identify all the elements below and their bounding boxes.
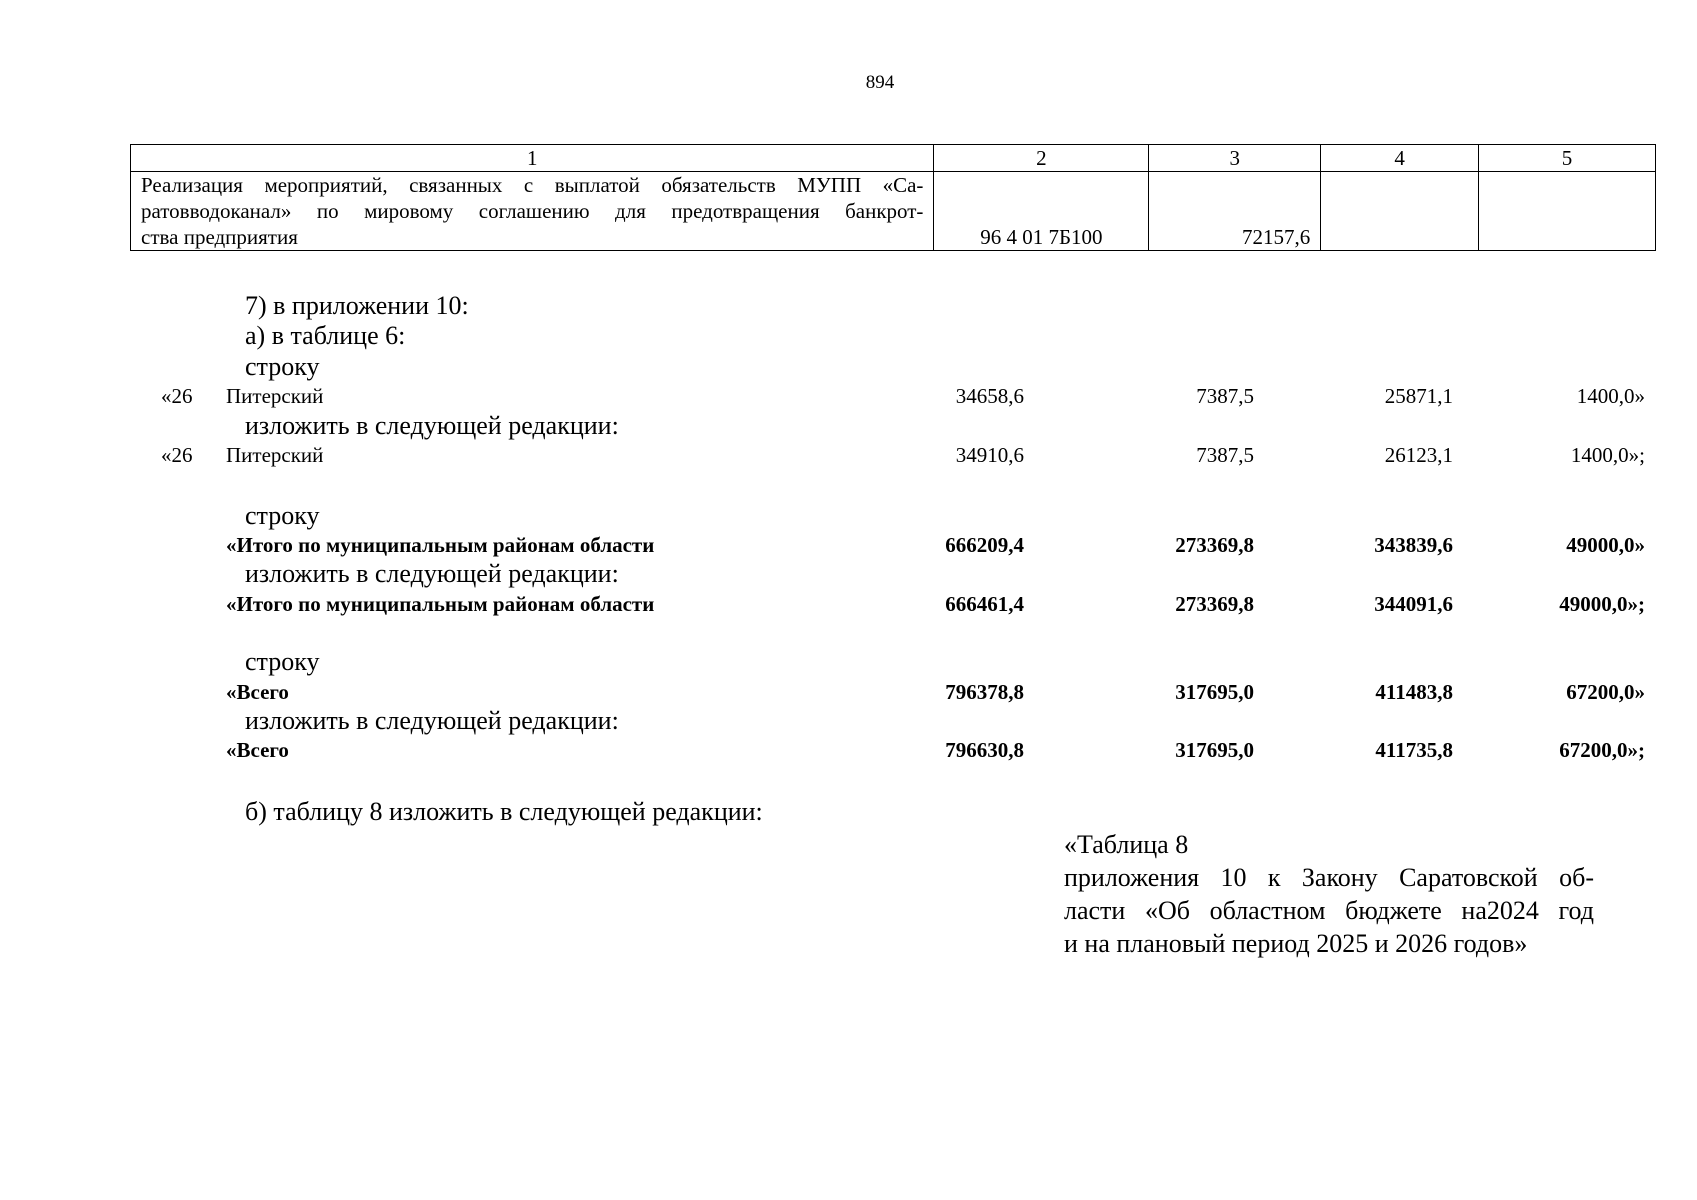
table-8-ref-line: и на плановый период 2025 и 2026 годов» [1064,929,1528,958]
piter-new-row [0,443,1697,471]
table-header-row [131,145,1656,172]
row-value-2: 7387,5 [1196,443,1254,467]
vsego-old-row [0,680,1697,708]
itogo-old-row [0,533,1697,561]
row-value-2: 273369,8 [1175,533,1254,557]
row-value-3: 26123,1 [1384,443,1453,467]
row-value-2: 7387,5 [1196,384,1254,408]
section-7-heading: 7) в приложении 10: [245,291,469,320]
row-value-1: 34658,6 [955,384,1024,408]
row-col4 [1321,172,1479,251]
row-value-1: 34910,6 [955,443,1024,467]
vsego-new-row [0,738,1697,766]
row-name: Питерский [226,443,324,467]
row-value-1: 666209,4 [945,533,1024,557]
sub-a-heading: а) в таблице 6: [245,321,406,350]
itogo-new-row [0,592,1697,620]
row-value-3: 25871,1 [1384,384,1453,408]
row-word: строку [245,647,320,676]
row-word: строку [245,352,320,381]
header-col-2: 2 [934,145,1149,172]
table-8-ref-line: ласти «Об областном бюджете на2024 год [1064,896,1594,925]
row-name: «Всего [226,680,289,704]
description-line: ства предприятия [141,225,298,249]
row-value-4: 67200,0» [1566,680,1645,704]
replace-text: изложить в следующей редакции: [245,559,619,588]
header-col-1: 1 [131,145,934,172]
sub-b-heading: б) таблицу 8 изложить в следующей редакции: [245,797,763,826]
table-8-reference [1064,828,1594,960]
row-col5 [1479,172,1656,251]
row-value-1: 796378,8 [945,680,1024,704]
header-col-4: 4 [1321,145,1479,172]
row-code: 96 4 01 7Б100 [934,172,1149,251]
row-value-4: 49000,0» [1566,533,1645,557]
row-value-4: 67200,0»; [1559,738,1645,762]
row-value-2: 317695,0 [1175,738,1254,762]
row-value-3: 411483,8 [1375,680,1453,704]
row-word: строку [245,501,320,530]
row-value-2: 317695,0 [1175,680,1254,704]
row-value-3: 343839,6 [1374,533,1453,557]
row-value-3: 344091,6 [1374,592,1453,616]
table-8-ref-line: приложения 10 к Закону Саратовской об- [1064,863,1594,892]
piter-old-row [0,384,1697,412]
table-row [131,172,1656,251]
row-value-1: 796630,8 [945,738,1024,762]
row-value-1: 666461,4 [945,592,1024,616]
row-name: Питерский [226,384,324,408]
row-value-3: 411735,8 [1375,738,1453,762]
row-name: «Всего [226,738,289,762]
row-number: «26 [161,384,193,408]
description-line: ратовводоканал» по мировому соглашению для предотвращения банкрот- [141,199,924,223]
row-number: «26 [161,443,193,467]
replace-text: изложить в следующей редакции: [245,706,619,735]
row-value-4: 49000,0»; [1559,592,1645,616]
appropriations-table [130,144,1656,251]
row-name: «Итого по муниципальным районам области [226,592,655,616]
table-8-title: «Таблица 8 [1064,830,1189,859]
row-name: «Итого по муниципальным районам области [226,533,655,557]
description-line: Реализация мероприятий, связанных с выплатой обязательств МУПП «Са- [141,173,924,197]
page-number: 894 [865,72,895,93]
row-description [131,172,934,251]
replace-text: изложить в следующей редакции: [245,411,619,440]
header-col-3: 3 [1149,145,1321,172]
row-value-4: 1400,0» [1576,384,1645,408]
row-value-2: 273369,8 [1175,592,1254,616]
header-col-5: 5 [1479,145,1656,172]
row-value-4: 1400,0»; [1570,443,1645,467]
row-amount: 72157,6 [1149,172,1321,251]
